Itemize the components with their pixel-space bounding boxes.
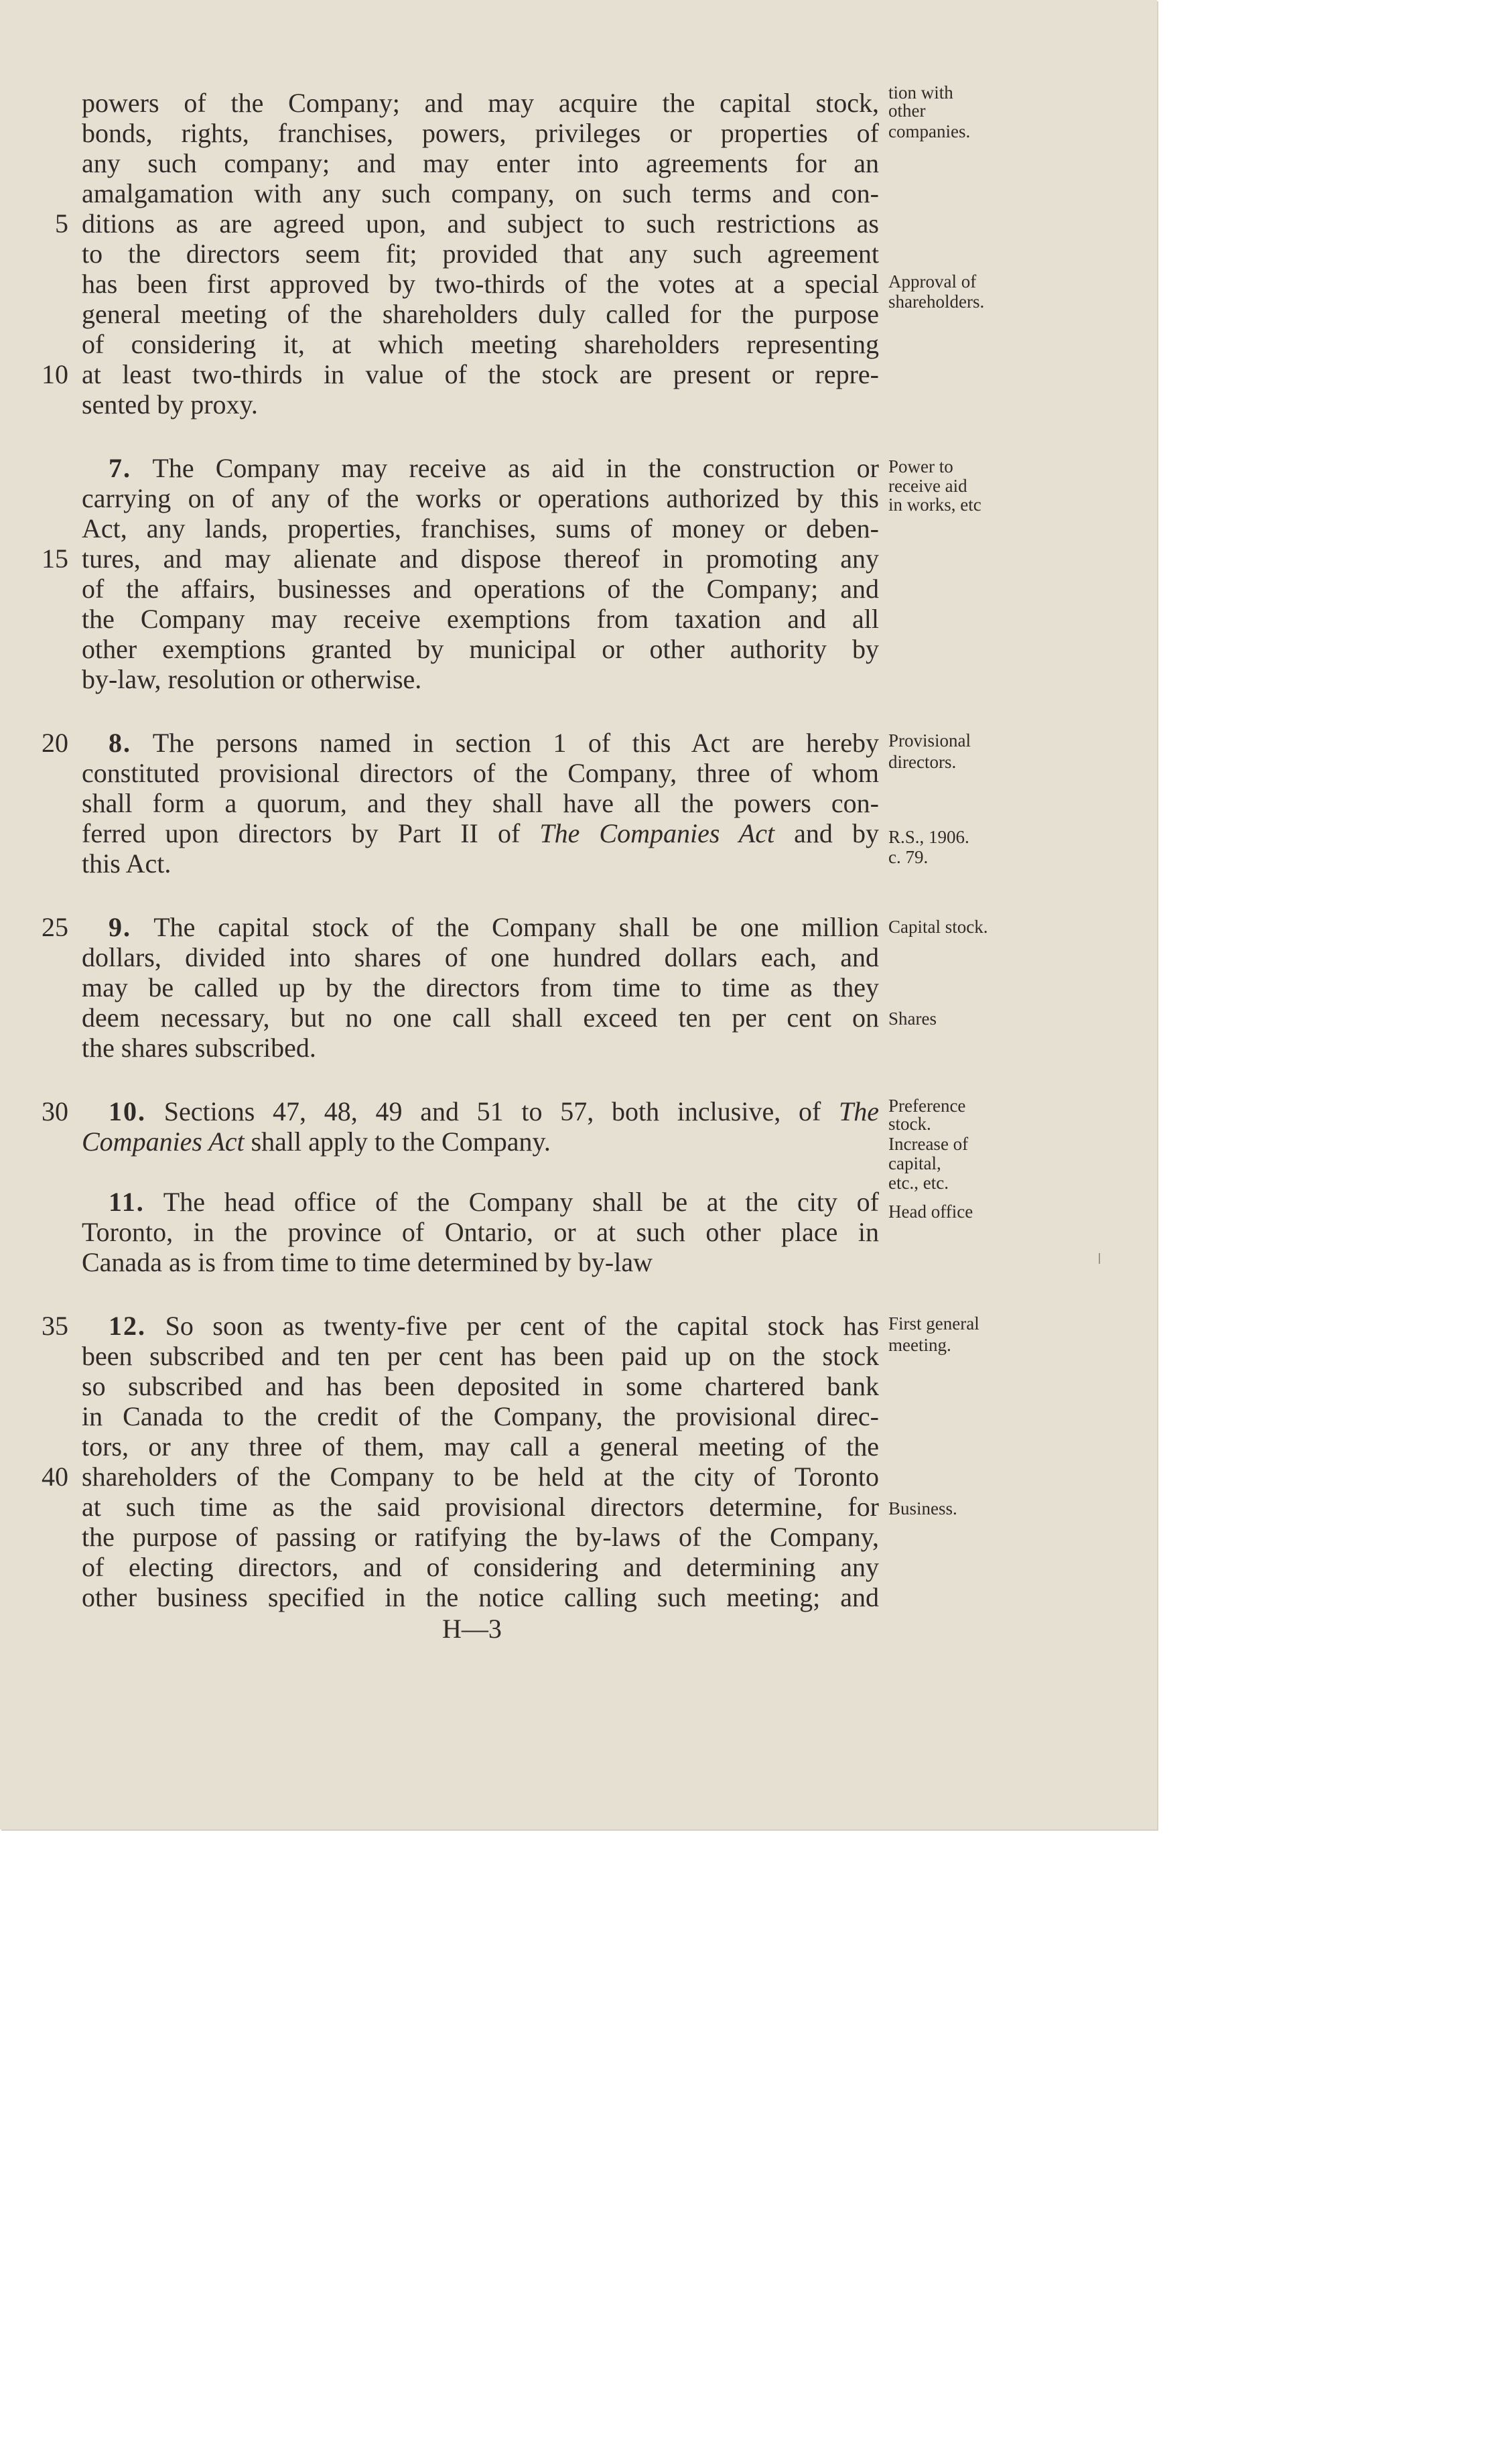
act-title: The bbox=[839, 1096, 880, 1126]
text-line: any such company; and may enter into agreements for an bbox=[82, 148, 879, 178]
marginal-note: Increase of bbox=[888, 1134, 969, 1154]
text-line: of the affairs, businesses and operations of the Company; and bbox=[82, 574, 879, 604]
text-line: carrying on of any of the works or operations authorized by this bbox=[82, 483, 879, 513]
section-number: 7. bbox=[109, 453, 131, 483]
text-line: the shares subscribed. bbox=[82, 1033, 316, 1063]
marginal-note: Preference bbox=[888, 1096, 966, 1116]
text-span: The persons named in section 1 of this Act are hereby bbox=[152, 728, 879, 758]
text-line: to the directors seem fit; provided that any such agreement bbox=[82, 239, 879, 269]
text-line: deem necessary, but no one call shall exceed ten per cent on bbox=[82, 1002, 879, 1033]
text-line: shall form a quorum, and they shall have all the powers con- bbox=[82, 788, 879, 818]
section-number: 10. bbox=[109, 1096, 146, 1126]
text-line: tures, and may alienate and dispose thereof in promoting any bbox=[82, 543, 879, 574]
line-number: 5 bbox=[55, 208, 68, 239]
text-span: ferred upon directors by Part II of bbox=[82, 818, 540, 848]
text-line: at such time as the said provisional directors determine, for bbox=[82, 1492, 879, 1522]
text-line: the Company may receive exemptions from taxation and all bbox=[82, 604, 879, 634]
text-line: tors, or any three of them, may call a general meeting of the bbox=[82, 1431, 879, 1462]
text-line: of considering it, at which meeting shareholders representing bbox=[82, 329, 879, 359]
marginal-note: tion with bbox=[888, 82, 953, 103]
marginal-note: capital, bbox=[888, 1153, 941, 1173]
marginal-note: Provisional bbox=[888, 730, 971, 751]
text-line: the purpose of passing or ratifying the by-laws of the Company, bbox=[82, 1522, 879, 1552]
marginal-note: Capital stock. bbox=[888, 917, 988, 937]
line-number: 40 bbox=[42, 1462, 68, 1492]
section-7-first-line bbox=[109, 453, 879, 483]
marginal-note: First general bbox=[888, 1313, 979, 1334]
text-line: other business specified in the notice calling such meeting; and bbox=[82, 1582, 879, 1612]
line-number: 35 bbox=[42, 1311, 68, 1341]
text-line: been subscribed and ten per cent has been paid up on the stock bbox=[82, 1341, 879, 1371]
text-span: The Company may receive as aid in the construction or bbox=[152, 453, 879, 483]
text-line bbox=[82, 818, 879, 848]
section-8-first-line bbox=[109, 728, 879, 758]
text-line: this Act. bbox=[82, 848, 172, 879]
marginal-note: Power to bbox=[888, 456, 953, 476]
marginal-note: receive aid bbox=[888, 476, 967, 496]
marginal-note: Shares bbox=[888, 1009, 937, 1029]
marginal-note: stock. bbox=[888, 1114, 931, 1134]
text-line: of electing directors, and of considering and determining any bbox=[82, 1552, 879, 1582]
text-line: Toronto, in the province of Ontario, or at such other place in bbox=[82, 1217, 879, 1247]
text-line: so subscribed and has been deposited in some chartered bank bbox=[82, 1371, 879, 1401]
marginal-note: Business. bbox=[888, 1498, 957, 1518]
marginal-note: R.S., 1906. bbox=[888, 827, 969, 847]
marginal-note: shareholders. bbox=[888, 291, 985, 312]
marginal-note: Approval of bbox=[888, 271, 977, 291]
text-line: other exemptions granted by municipal or other authority by bbox=[82, 634, 879, 664]
text-line: ditions as are agreed upon, and subject to such restrictions as bbox=[82, 208, 879, 239]
text-line: at least two-thirds in value of the stock are present or repre- bbox=[82, 359, 879, 389]
line-number: 30 bbox=[42, 1096, 68, 1126]
text-line: has been first approved by two-thirds of the votes at a special bbox=[82, 269, 879, 299]
section-12-first-line bbox=[109, 1311, 879, 1341]
marginal-note: directors. bbox=[888, 752, 957, 772]
marginal-note: in works, etc bbox=[888, 495, 981, 515]
text-span: and by bbox=[774, 818, 879, 848]
text-line: bonds, rights, franchises, powers, privileges or properties of bbox=[82, 118, 879, 148]
line-number: 15 bbox=[42, 543, 68, 574]
section-number: 11. bbox=[109, 1187, 145, 1217]
text-line: Act, any lands, properties, franchises, sums of money or deben- bbox=[82, 513, 879, 543]
text-line: shareholders of the Company to be held at the city of Toronto bbox=[82, 1462, 879, 1492]
marginal-note: meeting. bbox=[888, 1335, 951, 1355]
text-line: amalgamation with any such company, on such terms and con- bbox=[82, 178, 879, 208]
text-line: in Canada to the credit of the Company, the provisional direc- bbox=[82, 1401, 879, 1431]
line-number: 25 bbox=[42, 912, 68, 942]
act-title: The Companies Act bbox=[539, 818, 775, 848]
text-line: powers of the Company; and may acquire the capital stock, bbox=[82, 88, 879, 118]
text-line: general meeting of the shareholders duly called for the purpose bbox=[82, 299, 879, 329]
text-span: The head office of the Company shall be at the city of bbox=[163, 1187, 879, 1217]
text-span: shall apply to the Company. bbox=[244, 1126, 551, 1157]
marginal-note: Head office bbox=[888, 1202, 973, 1222]
act-title: Companies Act bbox=[82, 1126, 245, 1157]
text-span: So soon as twenty-five per cent of the capital stock has bbox=[165, 1311, 880, 1341]
line-number: 10 bbox=[42, 359, 68, 389]
section-number: 9. bbox=[109, 912, 131, 942]
text-line: sented by proxy. bbox=[82, 389, 258, 419]
text-line: constituted provisional directors of the Company, three of whom bbox=[82, 758, 879, 788]
marginal-note: other bbox=[888, 101, 926, 121]
section-11-first-line bbox=[109, 1187, 879, 1217]
page-footer: H—3 bbox=[442, 1614, 502, 1644]
scan-mark bbox=[1099, 1253, 1100, 1264]
section-10-first-line bbox=[109, 1096, 879, 1126]
line-number: 20 bbox=[42, 728, 68, 758]
text-span: Sections 47, 48, 49 and 51 to 57, both inclusive, of bbox=[163, 1096, 839, 1126]
marginal-note: etc., etc. bbox=[888, 1173, 949, 1193]
marginal-note: c. 79. bbox=[888, 847, 929, 867]
text-line: dollars, divided into shares of one hundred dollars each, and bbox=[82, 942, 879, 972]
section-number: 8. bbox=[109, 728, 131, 758]
text-line: Canada as is from time to time determined by by-law bbox=[82, 1247, 653, 1277]
text-line: by-law, resolution or otherwise. bbox=[82, 664, 422, 694]
text-span: The capital stock of the Company shall be one million bbox=[153, 912, 880, 942]
marginal-note: companies. bbox=[888, 121, 971, 141]
text-line bbox=[82, 1126, 879, 1157]
section-9-first-line bbox=[109, 912, 879, 942]
text-line: may be called up by the directors from time to time as they bbox=[82, 972, 879, 1002]
section-number: 12. bbox=[109, 1311, 146, 1341]
